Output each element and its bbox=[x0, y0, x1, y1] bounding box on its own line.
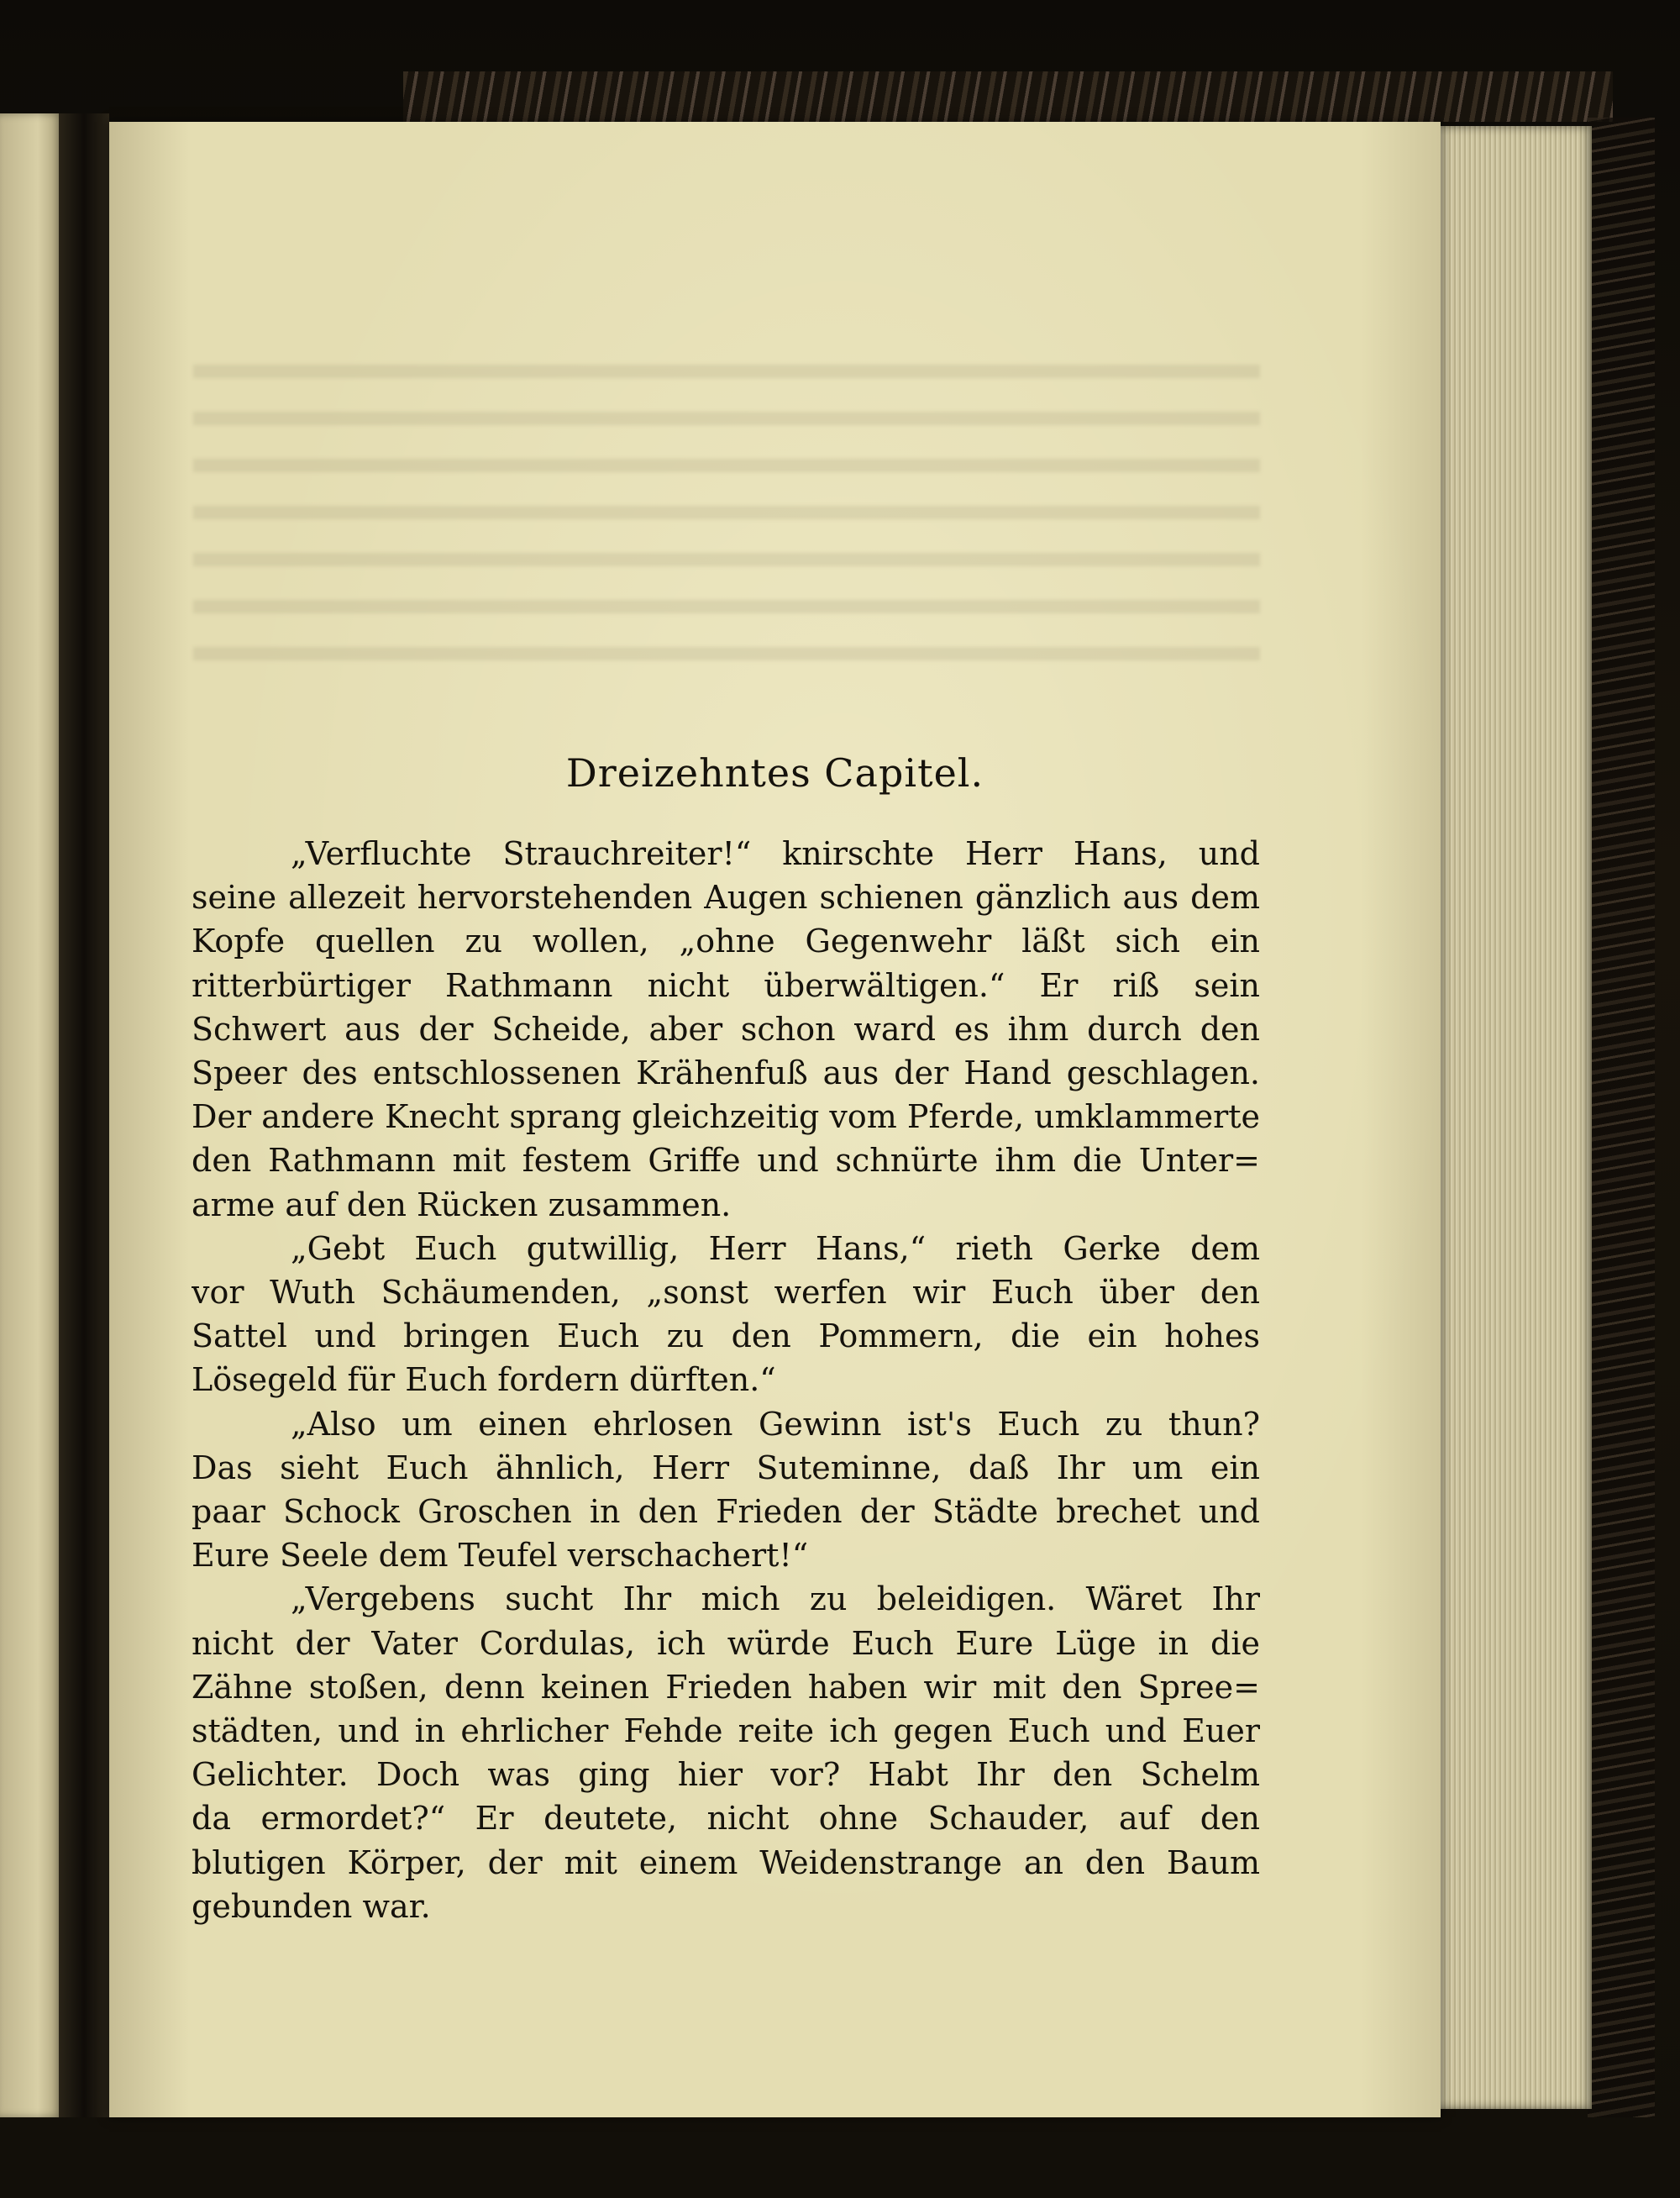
text-line: nicht der Vater Cordulas, ich würde Euch Eure Lüge in die bbox=[192, 1624, 1260, 1662]
text-line: arme auf den Rücken zusammen. bbox=[192, 1186, 732, 1223]
text-line: Der andere Knecht sprang gleichzeitig vom Pferde, umklammerte bbox=[192, 1098, 1260, 1136]
text-line: den Rathmann mit festem Griffe und schnürte ihm die Unter= bbox=[192, 1142, 1260, 1180]
book-cover-top-edge bbox=[403, 71, 1613, 122]
text-line: Sattel und bringen Euch zu den Pommern, die ein hohes bbox=[192, 1317, 1260, 1355]
text-line: städten, und in ehrlicher Fehde reite ich gegen Euch und Euer bbox=[192, 1712, 1260, 1750]
text-line: seine allezeit hervorstehenden Augen schienen gänzlich aus dem bbox=[192, 879, 1260, 917]
text-line: paar Schock Groschen in den Frieden der Städte brechet und bbox=[192, 1493, 1260, 1531]
reverse-side-show-through bbox=[193, 344, 1260, 664]
text-line: vor Wuth Schäumenden, „sonst werfen wir Euch über den bbox=[192, 1274, 1260, 1312]
chapter-title: Dreizehntes Capitel. bbox=[565, 750, 984, 796]
paragraph-1 bbox=[192, 832, 1260, 1227]
text-line: Zähne stoßen, denn keinen Frieden haben wir mit den Spree= bbox=[192, 1668, 1260, 1706]
paragraph-4 bbox=[192, 1577, 1260, 1928]
text-line: „Vergebens sucht Ihr mich zu beleidigen. Wäret Ihr bbox=[291, 1580, 1260, 1618]
text-line: „Gebt Euch gutwillig, Herr Hans,“ rieth Gerke dem bbox=[291, 1229, 1260, 1267]
facing-page-edge bbox=[0, 113, 63, 2117]
text-line: Schwert aus der Scheide, aber schon ward es ihm durch den bbox=[192, 1010, 1260, 1048]
book-cover-right-edge bbox=[1588, 118, 1655, 2117]
text-line: blutigen Körper, der mit einem Weidenstrange an den Baum bbox=[192, 1843, 1260, 1881]
book-gutter bbox=[59, 113, 109, 2117]
page-body-text bbox=[192, 832, 1260, 1928]
page-fore-edge bbox=[1432, 126, 1592, 2109]
text-line: Kopfe quellen zu wollen, „ohne Gegenwehr läßt sich ein bbox=[192, 923, 1260, 960]
text-line: Das sieht Euch ähnlich, Herr Suteminne, daß Ihr um ein bbox=[192, 1449, 1260, 1486]
text-line: „Verfluchte Strauchreiter!“ knirschte Herr Hans, und bbox=[291, 835, 1260, 872]
paragraph-3 bbox=[192, 1402, 1260, 1578]
text-line: da ermordet?“ Er deutete, nicht ohne Schauder, auf den bbox=[192, 1800, 1260, 1838]
text-line: Lösegeld für Euch fordern dürften.“ bbox=[192, 1361, 776, 1399]
text-line: gebunden war. bbox=[192, 1887, 431, 1925]
paragraph-2 bbox=[192, 1227, 1260, 1402]
text-line: Speer des entschlossenen Krähenfuß aus der Hand geschlagen. bbox=[192, 1054, 1260, 1092]
text-line: ritterbürtiger Rathmann nicht überwältigen.“ Er riß sein bbox=[192, 966, 1260, 1004]
text-line: Gelichter. Doch was ging hier vor? Habt Ihr den Schelm bbox=[192, 1756, 1260, 1794]
text-line: „Also um einen ehrlosen Gewinn ist's Euch zu thun? bbox=[291, 1405, 1260, 1443]
text-line: Eure Seele dem Teufel verschachert!“ bbox=[192, 1537, 809, 1575]
